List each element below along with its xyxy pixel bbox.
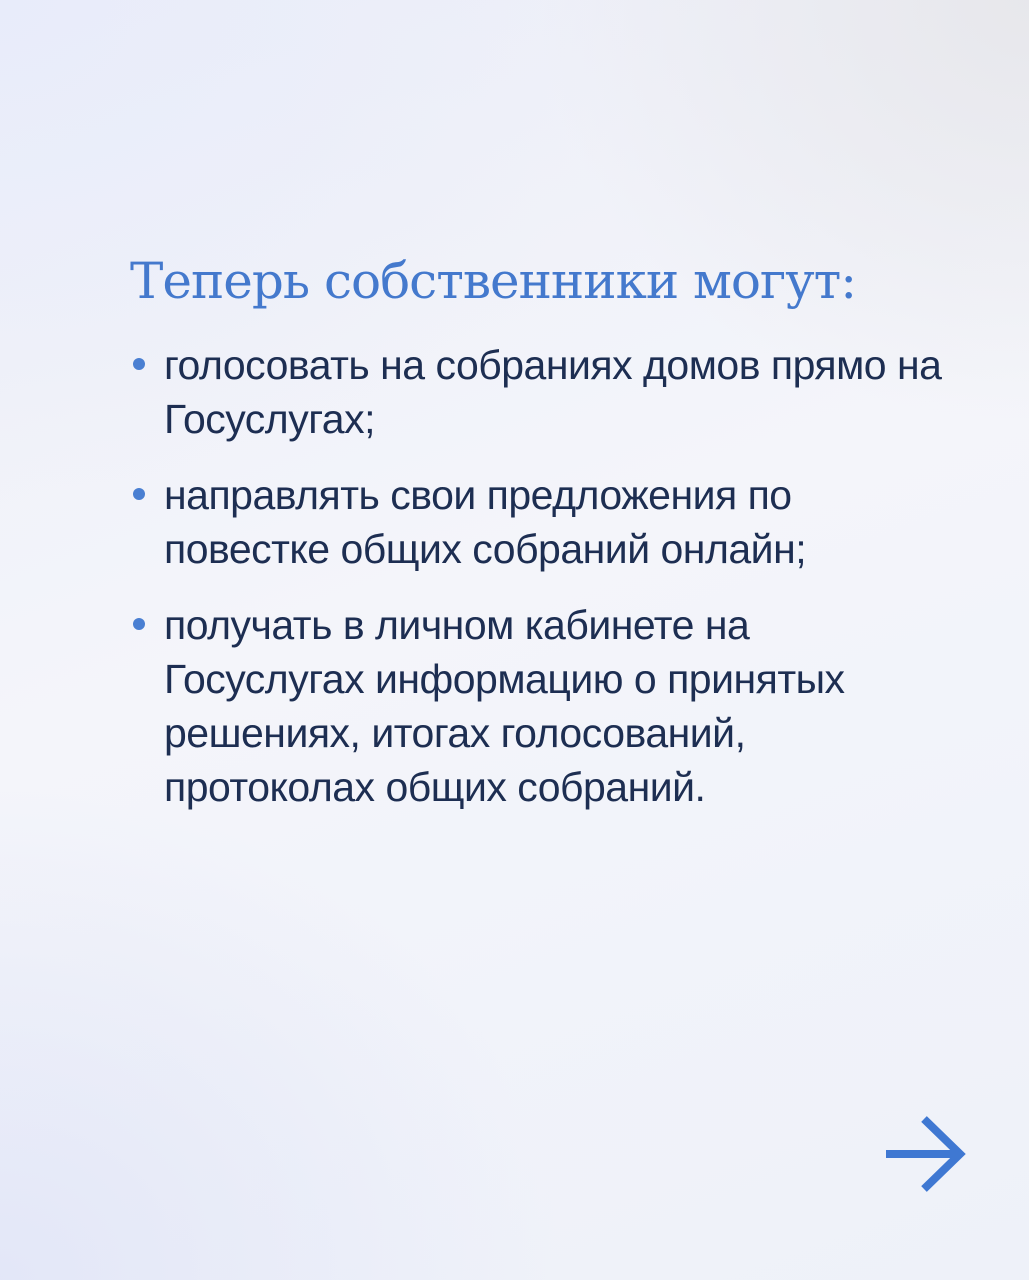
bullet-text: голосовать на собраниях домов прямо на Госуслугах; (164, 342, 942, 442)
bullet-dot-icon (133, 618, 145, 630)
bullet-text: получать в личном кабинете на Госуслугах информацию о принятых решениях, итогах голосований, протоколах общих собраний. (164, 602, 845, 810)
bullet-item (130, 598, 950, 814)
bullet-text: направлять свои предложения по повестке общих собраний онлайн; (164, 472, 807, 572)
bullet-item (130, 338, 950, 446)
bullet-item (130, 468, 950, 576)
slide-heading: Теперь собственники могут: (130, 252, 857, 310)
next-slide-button[interactable] (880, 1113, 968, 1195)
bullet-list (130, 338, 950, 836)
arrow-right-icon (880, 1113, 968, 1195)
bullet-dot-icon (133, 488, 145, 500)
bullet-dot-icon (133, 358, 145, 370)
